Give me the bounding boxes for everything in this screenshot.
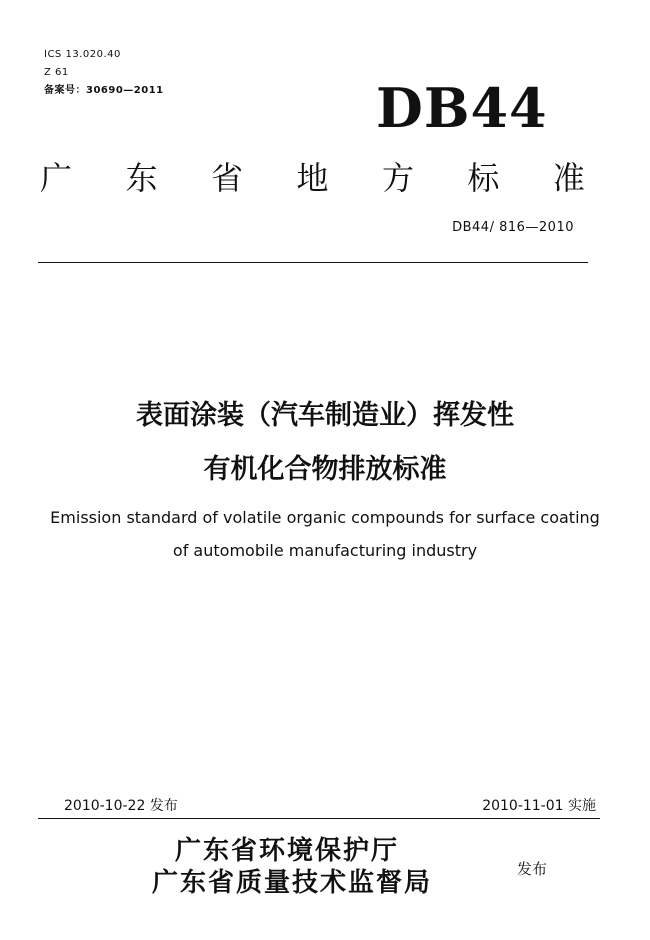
top-divider bbox=[38, 262, 588, 263]
standard-type-char: 方 bbox=[381, 159, 414, 197]
title-zh-line2: 有机化合物排放标准 bbox=[203, 454, 447, 485]
standard-type-char: 广 bbox=[40, 159, 73, 197]
standard-type-heading bbox=[40, 158, 585, 198]
ics-code: ICS 13.020.40 bbox=[44, 49, 121, 60]
standard-type-char: 标 bbox=[467, 159, 500, 197]
issuer-quality-bureau: 广东省质量技术监督局 bbox=[152, 868, 433, 898]
standard-type-char: 省 bbox=[210, 159, 243, 197]
ccs-code: Z 61 bbox=[44, 67, 69, 78]
title-zh-line1: 表面涂装（汽车制造业）挥发性 bbox=[136, 400, 514, 431]
bottom-divider bbox=[38, 818, 600, 819]
title-en-line1: Emission standard of volatile organic compounds for surface coating bbox=[50, 508, 600, 527]
db44-logo: DB44 bbox=[376, 76, 548, 140]
standard-number: DB44/ 816—2010 bbox=[452, 220, 574, 235]
issue-date: 2010-10-22 发布 bbox=[64, 798, 178, 814]
standard-type-char: 准 bbox=[552, 159, 585, 197]
effective-date: 2010-11-01 实施 bbox=[482, 798, 596, 814]
record-number: 备案号：30690—2011 bbox=[44, 85, 164, 96]
standard-type-char: 地 bbox=[296, 159, 329, 197]
title-en-line2: of automobile manufacturing industry bbox=[172, 541, 478, 560]
issue-label: 发布 bbox=[517, 860, 548, 878]
issuer-environment-dept: 广东省环境保护厅 bbox=[175, 836, 400, 866]
standard-type-char: 东 bbox=[125, 159, 158, 197]
